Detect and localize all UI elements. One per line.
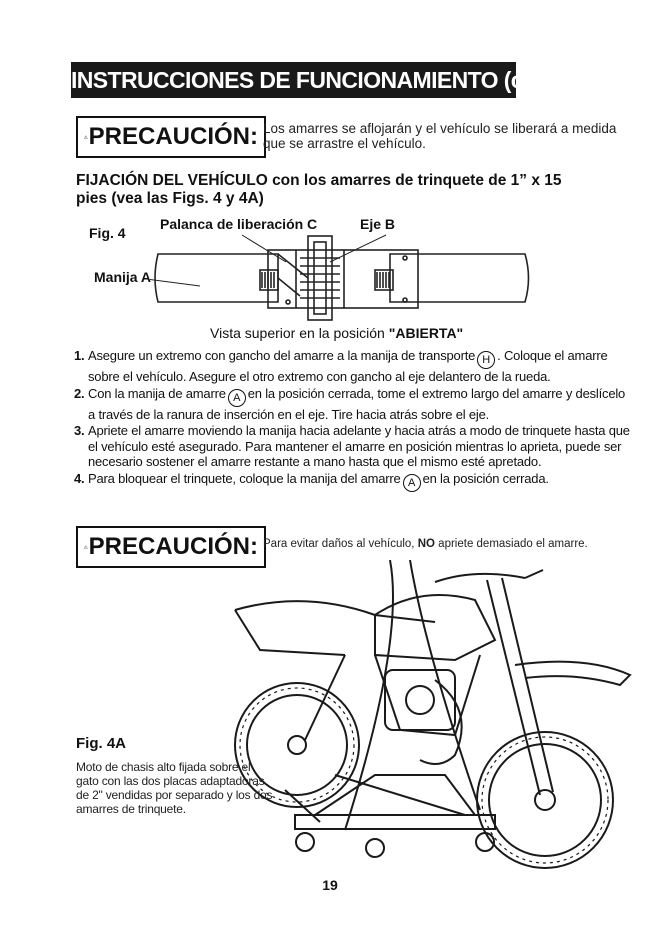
step-number: 4. — [74, 470, 85, 486]
fig4-label: Fig. 4 — [89, 225, 126, 241]
warning-triangle-icon — [84, 125, 88, 149]
list-item — [74, 386, 634, 423]
caution-text — [263, 537, 633, 552]
step-text: . Coloque el amarre sobre el vehículo. Asegure el otro extremo con gancho al eje delantero de la rueda. — [88, 348, 608, 384]
callout-release-lever: Palanca de liberación C — [160, 216, 318, 232]
section-title: FIJACIÓN DEL VEHÍCULO con los amarres de trinquete de 1” x 15 pies (vea las Figs. 4 y 4A) — [76, 172, 562, 207]
svg-text:!: ! — [85, 137, 87, 140]
callout-axle: Eje B — [360, 216, 396, 232]
instruction-list — [74, 348, 634, 493]
list-item — [74, 423, 634, 470]
step-text: Apriete el amarre moviendo la manija hacia adelante y hacia atrás a modo de trinquete hasta que el vehículo esté asegurado. Para mantener el amarre en posición mientras lo aprieta, puede ser necesario sostener el amarre restante a mano hasta que el mismo esté apretado. — [88, 423, 630, 470]
step-text: Con la manija de amarre — [88, 385, 226, 401]
callout-handle: Manija A — [94, 269, 152, 285]
svg-text:!: ! — [85, 547, 87, 550]
fig4-caption-emphasis: "ABIERTA" — [388, 325, 464, 341]
list-item — [74, 471, 634, 492]
list-item — [74, 348, 634, 385]
step-number: 2. — [74, 385, 85, 401]
fig4-caption — [210, 325, 463, 341]
step-text: Asegure un extremo con gancho del amarre a la manija de transporte — [88, 348, 476, 363]
step-number: 3. — [74, 423, 85, 439]
warning-triangle-icon — [84, 535, 88, 559]
motorcycle-on-jack-illustration — [225, 560, 645, 875]
fig4a-caption: Moto de chasis alto fijada sobre el gato con las dos placas adaptadoras de 2" vendidas por separado y los dos amarres de trinquete. — [76, 760, 273, 816]
fig4-caption-text: Vista superior en la posición — [210, 325, 385, 341]
caution-box — [76, 116, 266, 158]
caution-text-emphasis: NO — [417, 538, 435, 550]
step-text: en la posición cerrada, tome el extremo largo del amarre y deslícelo a través de la ranura de inserción en el eje. Tire hacia atrás sobre el eje. — [88, 385, 626, 422]
caution-label: PRECAUCIÓN: — [88, 123, 258, 150]
page-number: 19 — [322, 877, 338, 893]
callout-circle-a: A — [403, 474, 421, 492]
section-header-banner: INSTRUCCIONES DE FUNCIONAMIENTO (cont.) — [71, 62, 516, 98]
caution-text: Los amarres se aflojarán y el vehículo se liberará a medida que se arrastre el vehículo. — [263, 121, 617, 151]
fig4a-label: Fig. 4A — [76, 735, 127, 752]
callout-circle-h: H — [477, 351, 495, 369]
ratchet-top-view-illustration — [150, 232, 540, 322]
caution-label: PRECAUCIÓN: — [88, 533, 258, 560]
step-number: 1. — [74, 348, 85, 363]
caution-text-part: apriete demasiado el amarre. — [438, 538, 588, 550]
caution-text-part: Para evitar daños al vehículo, — [263, 538, 415, 550]
callout-circle-a: A — [228, 389, 246, 407]
step-text: en la posición cerrada. — [422, 470, 549, 486]
step-text: Para bloquear el trinquete, coloque la manija del amarre — [88, 470, 401, 486]
